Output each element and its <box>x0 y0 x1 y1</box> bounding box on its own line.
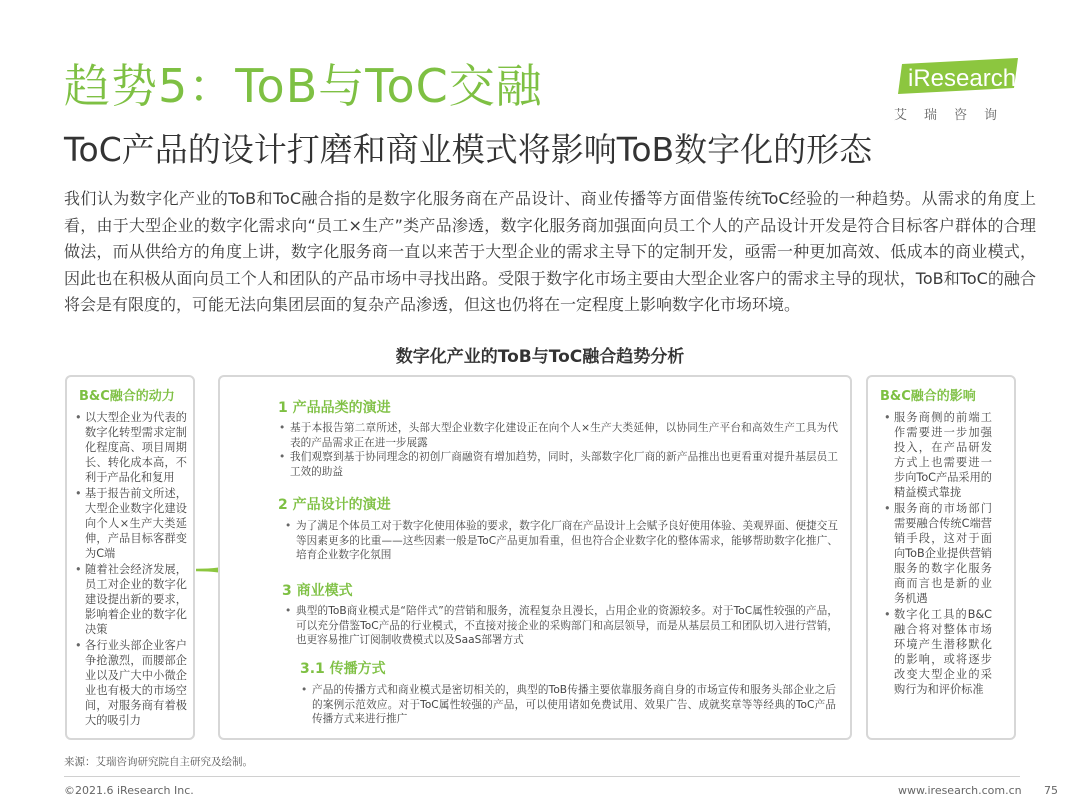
impact-panel-heading: B&C融合的影响 <box>880 389 976 404</box>
section-list-product-category <box>278 421 838 479</box>
page-subtitle: ToC产品的设计打磨和商业模式将影响ToB数字化的形态 <box>64 130 873 169</box>
section-list-business-model <box>284 604 838 648</box>
driver-item: • 基于报告前文所述，大型企业数字化建设向个人×生产大类延伸，产品目标客群变为C端 <box>73 486 187 561</box>
section-list-communication <box>300 683 836 727</box>
driver-item: • 以大型企业为代表的数字化转型需求定制化程度高、项目周期长、转化成本高，不利于产品化和复用 <box>73 410 187 485</box>
intro-paragraph: 我们认为数字化产业的ToB和ToC融合指的是数字化服务商在产品设计、商业传播等方面借鉴传统ToC经验的一种趋势。从需求的角度上看，由于大型企业的数字化需求向“员工×生产”类产品渗透，数字化服务商加强面向员工个人的产品设计开发是符合目标客户群体的合理做法，而从供给方的角度上讲，数字化服务商一直以来苦于大型企业的需求主导下的定制开发，亟需一种更加高效、低成本的商业模式，因此也在积极从面向员工个人和团队的产品市场中寻找出路。受限于数字化市场主要由大型企业客户的需求主导的现状，ToB和ToC的融合将会是有限度的，可能无法向集团层面的复杂产品渗透，但这也仍将在一定程度上影响数字化市场环境。 <box>64 189 1036 314</box>
diagram-title: 数字化产业的ToB与ToC融合趋势分析 <box>395 347 685 367</box>
impact-item: • 服务商的市场部门需要融合传统C端营销手段，这对于面向ToB企业提供营销服务的数字化服务商而言也是新的业务机遇 <box>882 501 992 606</box>
list-item: • 产品的传播方式和商业模式是密切相关的，典型的ToB传播主要依靠服务商自身的市场宣传和服务头部企业之后的案例示范效应。对于ToC属性较强的产品，可以使用诸如免费试用、效果广告、成就奖章等等经典的ToC产品传播方式来进行推广 <box>300 683 836 727</box>
logo-text: iResearch <box>908 65 1017 92</box>
section-heading-business-model: 3 商业模式 <box>282 583 353 599</box>
logo-subtext: 艾瑞咨询 <box>893 108 1014 123</box>
footer-divider <box>64 776 1020 777</box>
driver-list <box>73 410 187 728</box>
impact-panel <box>866 375 1016 740</box>
driver-panel-heading: B&C融合的动力 <box>79 389 175 404</box>
list-item: • 我们观察到基于协同理念的初创厂商融资有增加趋势，同时，头部数字化厂商的新产品推出也更看重对提升基层员工工效的助益 <box>278 450 838 479</box>
driver-item: • 随着社会经济发展，员工对企业的数字化建设提出新的要求，影响着企业的数字化决策 <box>73 562 187 637</box>
driver-item: • 各行业头部企业客户争抢激烈，而腰部企业以及广大中小微企业也有极大的市场空间，对服务商有着极大的吸引力 <box>73 638 187 728</box>
iresearch-logo-mark <box>894 58 1020 96</box>
copyright-text: ©2021.6 iResearch Inc. <box>64 784 194 797</box>
impact-item: • 数字化工具的B&C融合将对整体市场环境产生潜移默化的影响，或将逐步改变大型企业的采购行为和评价标准 <box>882 607 992 697</box>
list-item: • 典型的ToB商业模式是“陪伴式”的营销和服务，流程复杂且漫长，占用企业的资源较多。对于ToC属性较强的产品，可以充分借鉴ToC产品的行业模式，不直接对接企业的采购部门和高层领导，而是从基层员工和团队切入进行营销，也更容易推广订阅制收费模式以及SaaS部署方式 <box>284 604 838 648</box>
driver-panel <box>65 375 195 740</box>
page-title: 趋势5：ToB与ToC交融 <box>64 59 543 113</box>
iresearch-logo <box>890 58 1020 126</box>
impact-item: • 服务商侧的前端工作需要进一步加强投入，在产品研发方式上也需要进一步向ToC产品采用的精益模式靠拢 <box>882 410 992 500</box>
page-number: 75 <box>1044 784 1058 797</box>
website-link[interactable]: www.iresearch.com.cn <box>898 784 1022 797</box>
source-note: 来源：艾瑞咨询研究院自主研究及绘制。 <box>64 756 253 768</box>
section-list-product-design <box>284 519 838 563</box>
section-heading-communication: 3.1 传播方式 <box>300 661 386 677</box>
evolution-panel <box>218 375 852 740</box>
impact-list <box>874 410 1008 697</box>
section-heading-product-design: 2 产品设计的演进 <box>278 497 391 513</box>
section-heading-product-category: 1 产品品类的演进 <box>278 400 391 416</box>
list-item: • 基于本报告第二章所述，头部大型企业数字化建设正在向个人×生产大类延伸，以协同生产平台和高效生产工具为代表的产品需求正在进一步展露 <box>278 421 838 450</box>
list-item: • 为了满足个体员工对于数字化使用体验的要求，数字化厂商在产品设计上会赋予良好使用体验、美观界面、便捷交互等因素更多的比重——这些因素一般是ToC产品更加看重，但也符合企业数字化的整体需求，能够帮助数字化推广、培育企业数字化氛围 <box>284 519 838 563</box>
